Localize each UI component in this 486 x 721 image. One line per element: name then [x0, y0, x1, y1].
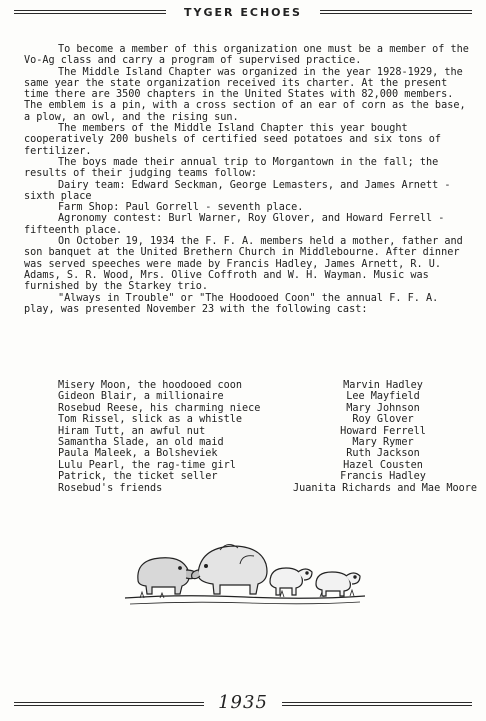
cast-row [58, 391, 458, 402]
cast-actor: Howard Ferrell [340, 425, 426, 437]
cast-row [58, 437, 458, 448]
cast-row [58, 460, 458, 471]
footer-rule-left [14, 702, 204, 706]
cast-row [58, 380, 458, 391]
cast-row [58, 403, 458, 414]
cast-list [58, 380, 478, 494]
paragraph-banquet: On October 19, 1934 the F. F. A. members held a mother, father and son banquet at the United Brethern Church in Middlebourne. After dinner was served speeches were made by Francis Hadley, James Arnett, R. U. Adams, S. R. Wood, Mrs. Olive Coffroth and W. H. Wayman. Music was furnished by the Starkey trio. [24, 236, 463, 293]
cast-row [58, 482, 478, 494]
cast-actor: Hazel Cousten [343, 459, 423, 471]
cast-role: Paula Maleek, a Bolsheviek [58, 448, 218, 460]
cast-role: Rosebud Reese, his charming niece [58, 402, 261, 414]
farm-animals-icon [120, 530, 370, 610]
cast-row [58, 426, 458, 437]
header-rule-left [14, 10, 166, 14]
cast-actor: Ruth Jackson [346, 448, 420, 460]
cast-role: Gideon Blair, a millionaire [58, 391, 224, 403]
paragraph-agronomy: Agronomy contest: Burl Warner, Roy Glover, and Howard Ferrell - fifteenth place. [24, 213, 445, 236]
cast-actor: Lee Mayfield [346, 391, 420, 403]
cast-role: Lulu Pearl, the rag-time girl [58, 459, 236, 471]
paragraph-morgantown-trip: The boys made their annual trip to Morgantown in the fall; the results of their judging teams follow: [24, 156, 439, 180]
paragraph-dairy-team: Dairy team: Edward Seckman, George Lemasters, and James Arnett - sixth place [24, 179, 451, 202]
cast-role: Samantha Slade, an old maid [58, 436, 224, 448]
article-body [24, 44, 474, 315]
footer-year: 1935 [218, 692, 268, 713]
paragraph-purchases: The members of the Middle Island Chapter this year bought cooperatively 200 bushels of certified seed potatoes and six tons of fertilizer. [24, 123, 442, 157]
footer-rule-right [282, 702, 472, 706]
cast-actor: Roy Glover [352, 414, 414, 426]
cast-actor: Mary Rymer [352, 436, 414, 448]
page-title: TYGER ECHOES [184, 6, 302, 19]
cast-actor: Mary Johnson [346, 402, 420, 414]
cast-role: Misery Moon, the hoodooed coon [58, 380, 243, 391]
cast-row [58, 448, 458, 459]
cast-role: Hiram Tutt, an awful nut [58, 425, 206, 437]
cast-role: Patrick, the ticket seller [58, 471, 218, 483]
paragraph-chapter-history: The Middle Island Chapter was organized in the year 1928-1929, the same year the state organization received its charter. At the present time there are 3500 chapters in the United States with 82,000 members. The emblem is a pin, with a cross section of an ear of corn as the base, a plow, an owl, and the rising sun. [24, 66, 466, 123]
page-footer [14, 692, 472, 714]
cast-row [58, 471, 458, 482]
cast-role: Rosebud's friends [58, 482, 163, 494]
page-header [14, 6, 472, 24]
paragraph-farm-shop: Farm Shop: Paul Gorrell - seventh place. [58, 202, 304, 214]
cast-actor: Marvin Hadley [343, 380, 423, 391]
cast-role: Tom Rissel, slick as a whistle [58, 414, 243, 426]
cast-actor: Juanita Richards and Mae Moore [293, 482, 478, 494]
paragraph-membership: To become a member of this organization one must be a member of the Vo-Ag class and carry a program of supervised practice. [24, 44, 469, 67]
cast-actor: Francis Hadley [340, 471, 426, 483]
header-rule-right [320, 10, 472, 14]
cast-row [58, 414, 458, 425]
paragraph-play: "Always in Trouble" or "The Hoodooed Coon" the annual F. F. A. play, was presented November 23 with the following cast: [24, 292, 439, 315]
